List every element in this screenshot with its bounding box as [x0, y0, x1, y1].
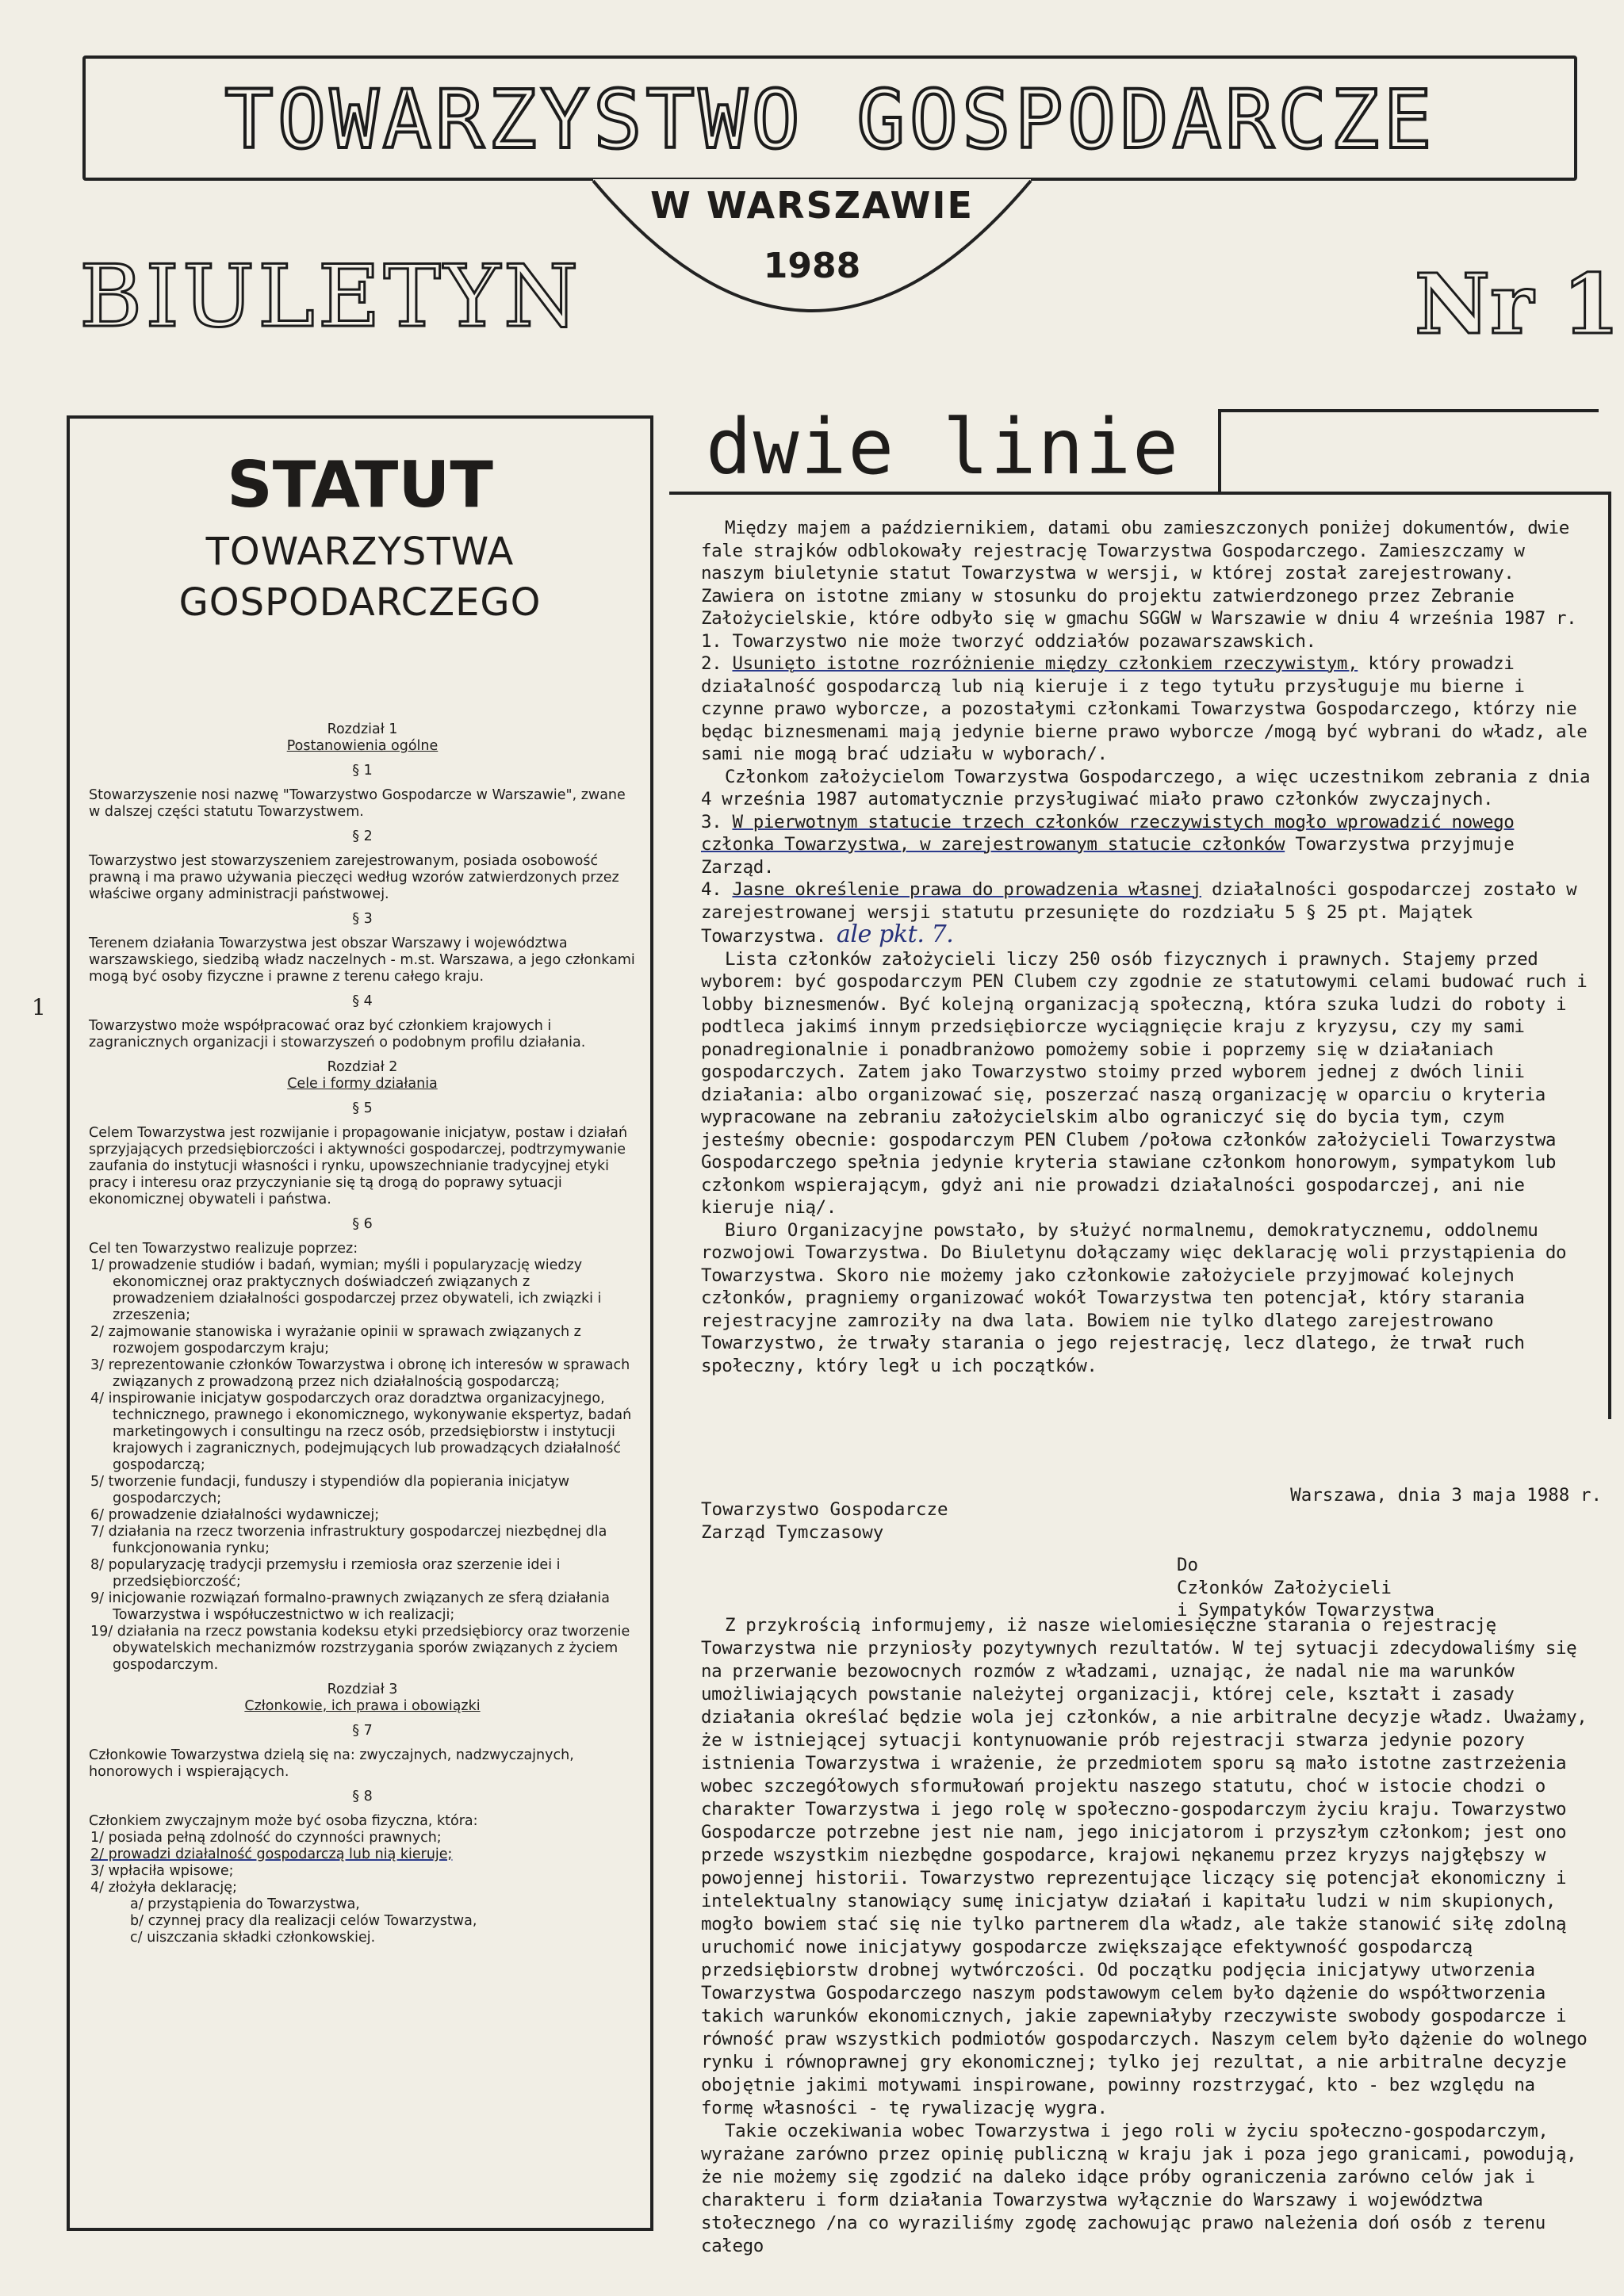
list-item: 1/ prowadzenie studiów i badań, wymian; myśli i popularyzację wiedzy ekonomicznej oraz praktycznych doświadczeń związanych z prowadzeniem działalności gospodarczej przez obywateli, ich związki i zrzeszenia;	[90, 1257, 602, 1323]
section-text: Członkiem zwyczajnym może być osoba fizyczna, która:	[89, 1813, 478, 1829]
issue-number: Nr 1	[1415, 255, 1620, 353]
section-mark: § 5	[352, 1100, 373, 1116]
chapter-name: Postanowienia ogólne	[286, 738, 439, 754]
item-text: działalności gospodarczej zostało w zarejestrowanej wersji statutu przesunięte do rozdziału 5 § 25 pt. Majątek Towarzystwa.	[701, 879, 1577, 947]
article-title-frame	[1218, 409, 1599, 492]
letter-paragraph: Z przykrością informujemy, iż nasze wielomiesięczne starania o rejestrację Towarzystwa nie przyniosły pozytywnych rezultatów. W tej sytuacji zdecydowaliśmy się na przerwanie bezowocnych rozmów z władzami, uznając, że nadal nie ma warunków umożliwiających powstanie należytej organizacji, której cele, kształt i zasady działania określać będzie wola jej członków, a nie arbitralne decyzje władz. Uważamy, że w istniejącej sytuacji kontynuowanie prób rejestracji stwarza jedynie pozory istnienia Towarzystwa i wrażenie, że przedmiotem sporu są mało istotne zastrzeżenia wobec szczegółowych sformułowań projektu naszego statutu, choć w istocie chodzi o charakter Towarzystwa i jego rolę w społeczno-gospodarczym życiu kraju. Towarzystwo Gospodarcze potrzebne jest nie nam, jego inicjatorom i przyszłym członkom; jest ono przede wszystkim niezbędne gospodarce, krajowi nękanemu przez kryzys najgłębszy w powojennej historii. Towarzystwo reprezentujące liczący się potencjał ekonomiczny i intelektualny stanowiący sumę inicjatyw działań i kapitału ludzi w nim skupionych, mogło bowiem stać się nie tylko partnerem dla władz, ale także stanowić siłę zdolną uruchomić nowe inicjatywy gospodarcze zwiększające efektywność gospodarczą przedsiębiorstw drobnej wytwórczości. Od początku podjęcia inicjatywy utworzenia Towarzystwa Gospodarczego naszym podstawowym celem było dążenie do współtworzenia takich warunków ekonomicznych, jakie zapewniałyby rzeczywiste swobody gospodarcze i równość praw wszystkich podmiotów gospodarczych. Naszym celem było dążenie do wolnego rynku i równoprawnej gry ekonomicznej; tylko jej rezultat, a nie arbitralne decyzje obojętnie jakimi motywami inspirowane, powinny rozstrzygać, kto - bez względu na formę własności - tę rywalizację wygra.	[701, 1615, 1588, 2118]
section-text: Terenem działania Towarzystwa jest obszar Warszawy i województwa warszawskiego, siedzibą władz naczelnych - m.st. Warszawa, a jego członkami mogą być osoby fizyczne i prawne z terenu całego kraju.	[89, 936, 635, 985]
article-paragraph: Lista członków założycieli liczy 250 osób fizycznych i prawnych. Stajemy przed wyborem: być gospodarczym PEN Clubem czy zgodnie ze statutowymi celami budować ruch i lobby biznesmenów. Być kolejną organizacją społeczną, która szuka ludzi do roboty i podtleca jakimś innym przedsiębiorcze wyciągnięcie kraju z kryzysu, czy my sami ponadregionalnie i ponadbranżowo pomożemy sobie i poprzemy się w działaniach gospodarczych. Zatem jako Towarzystwo stoimy przed wyborem jednej z dwóch linii działania: albo organizować się, poszerzać naszą organizację w oparciu o kryteria wypracowane na zebraniu założycielskim albo ograniczyć się do bycia tym, czym jesteśmy obecnie: gospodarczym PEN Clubem /połowa członków założycieli Towarzystwa Gospodarczego spełnia jedynie kryteria stawiane członkom honorowym, sympatykom lub członkom wspierającym, gdyż ani nie prowadzi działalności gospodarczej, ani nie kieruje nią/.	[701, 948, 1588, 1218]
section-mark: § 8	[352, 1789, 373, 1804]
recipient-line: Członków Założycieli	[1177, 1577, 1392, 1598]
sender-line: Towarzystwo Gospodarcze	[701, 1499, 948, 1520]
chapter-heading: Rozdział 2	[327, 1059, 398, 1075]
section-text: Członkowie Towarzystwa dzielą się na: zwyczajnych, nadzwyczajnych, honorowych i wspierających.	[89, 1747, 574, 1780]
section-mark: § 3	[352, 911, 373, 927]
section-mark: § 2	[352, 828, 373, 844]
section-text: Cel ten Towarzystwo realizuje poprzez:	[89, 1241, 358, 1257]
list-item: 7/ działania na rzecz tworzenia infrastruktury gospodarczej niezbędnej dla funkcjonowania rynku;	[90, 1524, 607, 1556]
item-number: 3.	[701, 811, 722, 832]
sub-item: b/ czynnej pracy dla realizacji celów Towarzystwa,	[130, 1913, 477, 1929]
section-text: Celem Towarzystwa jest rozwijanie i propagowanie inicjatyw, postaw i działań sprzyjających przedsiębiorczości i aktywności gospodarczej, podtrzymywanie zaufania do instytucji własności i rynku, upowszechnianie tradycyjnej etyki pracy i interesu oraz przyczynianie się tą drogą do poprawy sytuacji ekonomicznej obywateli i państwa.	[89, 1125, 628, 1207]
chapter-name: Cele i formy działania	[287, 1076, 438, 1092]
letter-body	[701, 1614, 1597, 2258]
statute-body	[89, 721, 636, 1946]
article-paragraph: Między majem a październikiem, datami obu zamieszczonych poniżej dokumentów, dwie fale strajków odblokowały rejestrację Towarzystwa Gospodarczego. Zamieszczamy w naszym biuletynie statut Towarzystwa w wersji, w której został zarejestrowany. Zawiera on istotne zmiany w stosunku do projektu zatwierdzonego przez Zebranie Założycielskie, które odbyło się w gmachu SGGW w Warszawie w dniu 4 września 1987 r.	[701, 518, 1577, 629]
sub-item: c/ uiszczania składki członkowskiej.	[130, 1930, 376, 1946]
organization-name: TOWARZYSTWO GOSPODARCZE	[224, 73, 1436, 167]
item-text: Towarzystwa przyjmuje Zarząd.	[701, 834, 1515, 878]
letter-recipient	[1177, 1554, 1605, 1622]
organization-city: W WARSZAWIE	[650, 184, 974, 227]
section-text: Towarzystwo może współpracować oraz być członkiem krajowych i zagranicznych organizacji i stowarzyszeń o podobnym profilu działania.	[89, 1018, 586, 1050]
chapter-heading: Rozdział 1	[327, 721, 398, 737]
section-mark: § 4	[352, 993, 373, 1009]
article-list-item	[701, 878, 1597, 948]
list-item: 4/ inspirowanie inicjatyw gospodarczych oraz doradztwa organizacyjnego, technicznego, prawnego i ekonomicznego, wykonywanie ekspertyz, badań marketingowych i consultingu na rzecz osób, przedsiębiorstw i instytucji krajowych i zagranicznych, podejmujących lub prowadzących działalność gospodarczą;	[90, 1391, 632, 1473]
list-item: 4/ złożyła deklarację;	[90, 1880, 237, 1896]
list-item: 3/ reprezentowanie członków Towarzystwa i obronę ich interesów w sprawach związanych z prowadzoną przez nich działalnością gospodarczą;	[90, 1357, 630, 1390]
statute-subtitle: GOSPODARCZEGO	[178, 580, 542, 625]
section-text: Towarzystwo jest stowarzyszeniem zarejestrowanym, posiada osobowość prawną i ma prawo używania pieczęci według wzorów zatwierdzonych przez właściwe organy administracji państwowej.	[89, 853, 619, 902]
list-item: 6/ prowadzenie działalności wydawniczej;	[90, 1507, 380, 1523]
section-mark: § 1	[352, 763, 373, 779]
statute-title: STATUT	[227, 448, 493, 522]
list-item: 2/ prowadzi działalność gospodarczą lub nią kieruje;	[90, 1846, 453, 1862]
article-note: Członkom założycielom Towarzystwa Gospodarczego, a więc uczestnikom zebrania z dnia 4 września 1987 automatycznie przysługiwać miało prawo członków zwyczajnych.	[701, 766, 1591, 809]
statute-subtitle: TOWARZYSTWA	[205, 530, 515, 574]
section-mark: § 7	[352, 1723, 373, 1739]
list-item: 2/ zajmowanie stanowiska i wyrażanie opinii w sprawach związanych z rozwojem gospodarczym kraju;	[90, 1324, 581, 1357]
list-item: 8/ popularyzację tradycji przemysłu i rzemiosła oraz szerzenie idei i przedsiębiorczość;	[90, 1557, 561, 1590]
article-list-item: 1. Towarzystwo nie może tworzyć oddziałów pozawarszawskich.	[701, 630, 1316, 652]
item-number: 4.	[701, 879, 722, 900]
item-text: który prowadzi działalność gospodarczą lub nią kieruje i z tego tytułu przysługuje mu bierne i czynne prawo wyborcze, a pozostałymi członkami Towarzystwa Gospodarczego, którzy nie będąc biznesmenami mają jedynie bierne prawo wyborcze /mogą być wybrani do władz, ale sami nie mogą brać udziału w wyborach/.	[701, 653, 1588, 764]
letter-paragraph: Takie oczekiwania wobec Towarzystwa i jego roli w życiu społeczno-gospodarczym, wyrażane zarówno przez opinię publiczną w kraju jak i poza jego granicami, powodują, że nie możemy się zgodzić na daleko idące próby ograniczenia zarówno celów jak i charakteru i form działania Towarzystwa wyłącznie do Warszawy i województwa stołecznego /na co wyraziliśmy zgodę zachowując prawo należenia doń osób z terenu całego	[701, 2121, 1577, 2256]
margin-mark: 1	[32, 994, 46, 1020]
section-text: Stowarzyszenie nosi nazwę "Towarzystwo Gospodarcze w Warszawie", zwane w dalszej części statutu Towarzystwem.	[89, 787, 626, 820]
article-title: dwie linie	[706, 403, 1180, 492]
letter-sender	[701, 1498, 1177, 1544]
publication-name: BIULETYN	[79, 247, 582, 346]
list-item: 9/ inicjowanie rozwiązań formalno-prawnych związanych ze sferą działania Towarzystwa i współuczestnictwo w ich realizacji;	[90, 1590, 610, 1623]
sender-line: Zarząd Tymczasowy	[701, 1521, 884, 1543]
recipient-line: Do	[1177, 1555, 1199, 1575]
chapter-heading: Rozdział 3	[327, 1682, 398, 1697]
underlined-text: Jasne określenie prawa do prowadzenia własnej	[732, 879, 1202, 900]
underlined-text: Usunięto istotne rozróżnienie między członkiem rzeczywistym,	[732, 653, 1358, 674]
underlined-text: W pierwotnym statucie trzech członków rzeczywistych mogło wprowadzić nowego członka Towarzystwa, w zarejestrowanym statucie członków	[701, 811, 1515, 855]
list-item: 19/ działania na rzecz powstania kodeksu etyki przedsiębiorcy oraz tworzenie obywatelskich mechanizmów rozstrzygania sporów związanych z życiem gospodarczym.	[90, 1624, 630, 1673]
list-item: 1/ posiada pełną zdolność do czynności prawnych;	[90, 1830, 442, 1846]
list-item: 3/ wpłaciła wpisowe;	[90, 1863, 234, 1879]
article-list-item	[701, 811, 1597, 879]
item-number: 2.	[701, 653, 722, 674]
article-body	[701, 517, 1597, 1377]
section-mark: § 6	[352, 1216, 373, 1232]
letter-date: Warszawa, dnia 3 maja 1988 r.	[1290, 1485, 1602, 1506]
article-list-item	[701, 652, 1597, 766]
list-item: 5/ tworzenie fundacji, funduszy i stypendiów dla popierania inicjatyw gospodarczych;	[90, 1474, 570, 1506]
publication-year: 1988	[763, 246, 861, 286]
chapter-name: Członkowie, ich prawa i obowiązki	[244, 1698, 481, 1714]
article-paragraph: Biuro Organizacyjne powstało, by służyć normalnemu, demokratycznemu, oddolnemu rozwojowi Towarzystwa. Do Biuletynu dołączamy więc deklarację woli przystąpienia do Towarzystwa. Skoro nie możemy jako członkowie założyciele przyjmować kolejnych członków, pragniemy organizować wokół Towarzystwa ten potencjał, który starania rejestracyjne zamroziły na dwa lata. Bowiem nie tylko dlatego zarejestrowano Towarzystwo, że trwały starania o jego rejestrację, lecz dlatego, że trwał ruch społeczny, który legł u ich początków.	[701, 1219, 1567, 1376]
recipient-line: i Sympatyków Towarzystwa	[1177, 1600, 1435, 1621]
sub-item: a/ przystąpienia do Towarzystwa,	[130, 1896, 360, 1912]
handwritten-note: ale pkt. 7.	[836, 920, 954, 948]
